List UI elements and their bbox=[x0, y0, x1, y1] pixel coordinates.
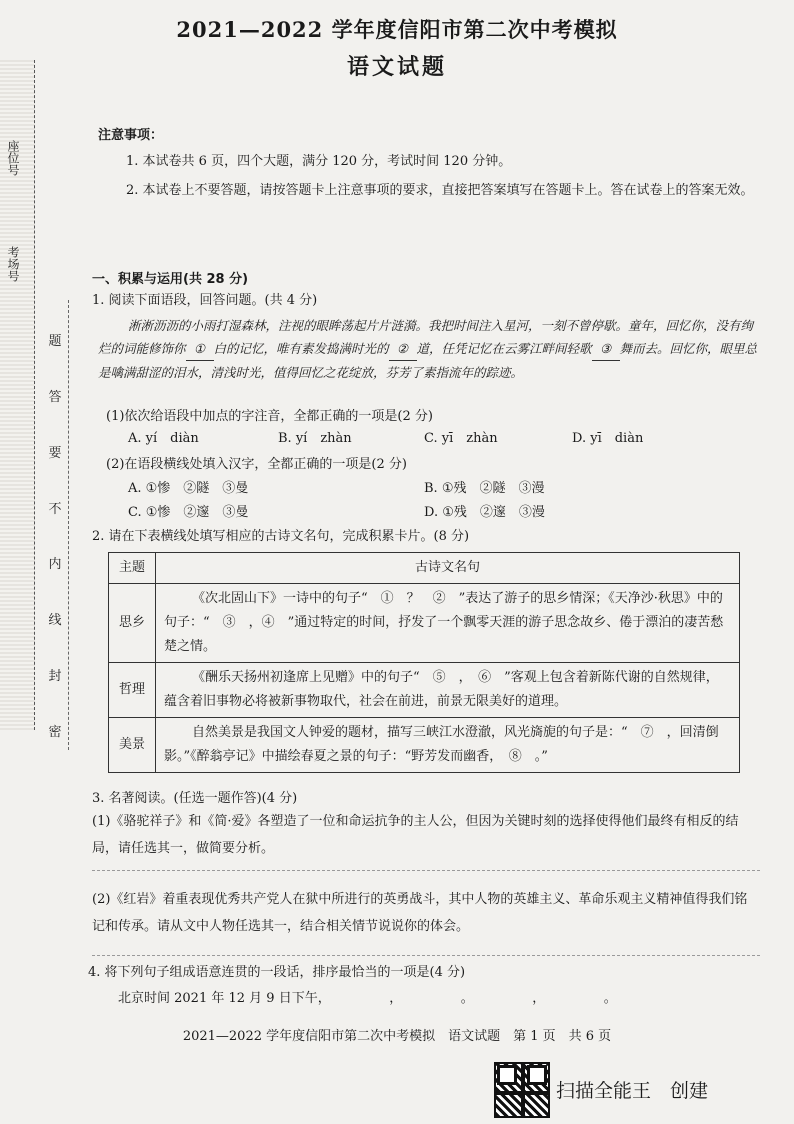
question-4-stem: 4. 将下列句子组成语意连贯的一段话，排序最恰当的一项是(4 分) bbox=[88, 965, 466, 980]
scanner-watermark: 扫描全能王 创建 bbox=[556, 1080, 709, 1102]
theme-cell: 思乡 bbox=[109, 584, 156, 663]
theme-cell: 哲理 bbox=[109, 663, 156, 718]
binding-strip bbox=[0, 60, 35, 730]
option-c: C. yī zhàn bbox=[424, 431, 498, 446]
section-heading: 一、积累与运用(共 28 分) bbox=[92, 272, 249, 287]
seal-line bbox=[68, 300, 69, 750]
blank-2: ② bbox=[389, 337, 417, 361]
question-3-part-2: (2)《红岩》着重表现优秀共产党人在狱中所进行的英勇战斗，其中人物的英雄主义、革命乐观主义精神值得我们铭记和传承。请从文中人物任选其一，结合相关情节说说你的体会。 bbox=[92, 892, 748, 934]
note-item: 2. 本试卷上不要答题，请按答题卡上注意事项的要求，直接把答案填写在答题卡上。答在试卷上的答案无效。 bbox=[126, 183, 754, 198]
notes-heading: 注意事项： bbox=[98, 128, 164, 143]
exam-title: 2021—2022 学年度信阳市第二次中考模拟 bbox=[176, 17, 618, 42]
question-1-sub-2: (2)在语段横线处填入汉字，全都正确的一项是(2 分) bbox=[106, 457, 407, 472]
table-row bbox=[109, 584, 740, 663]
question-4-line: 北京时间 2021 年 12 月 9 日下午， ， 。 ， 。 bbox=[118, 991, 617, 1006]
table-header-row bbox=[109, 553, 740, 584]
seal-char: 答 bbox=[48, 389, 62, 405]
passage-text: 舞而去。回忆你，眼里总是噙满甜涩的泪水，清浅时光，值得回忆之花绽放，芬芳了素指流年的踪迹。 bbox=[98, 341, 758, 380]
blank-1: ① bbox=[186, 337, 214, 361]
page-footer: 2021—2022 学年度信阳市第二次中考模拟 语文试题 第 1 页 共 6 页 bbox=[182, 1029, 612, 1044]
option-a: A. yí diàn bbox=[128, 431, 199, 446]
passage-text: 道，任凭记忆在云雾江畔间轻歌 bbox=[416, 341, 592, 356]
table-row bbox=[109, 663, 740, 718]
question-1-passage bbox=[98, 314, 758, 384]
option-d: D. yī diàn bbox=[572, 431, 644, 446]
option-b: B. ①残 ②隧 ③漫 bbox=[424, 481, 545, 496]
table-row bbox=[109, 718, 740, 773]
seal-char: 内 bbox=[48, 557, 62, 573]
answer-line bbox=[92, 955, 760, 956]
content-cell: 《酬乐天扬州初逢席上见赠》中的句子“ ⑤ ， ⑥ ”客观上包含着新陈代谢的自然规律，蕴含着旧事物必将被新事物取代，社会在前进，前景无限美好的道理。 bbox=[156, 663, 740, 718]
passage-text: 淅淅沥沥的小雨打湿森林，注视的眼眸荡起片片涟漪。我把时间注入星河，一刻不曾停歇。童年，回忆你，没有绚烂的词能修饰你 bbox=[98, 318, 754, 356]
option-a: A. ①惨 ②隧 ③曼 bbox=[128, 481, 249, 496]
seal-char: 密 bbox=[48, 724, 62, 740]
exam-room-label: 考场号 bbox=[6, 246, 20, 282]
content-cell: 自然美景是我国文人钟爱的题材，描写三峡江水澄澈，风光旖旎的句子是：“ ⑦ ，回清倒影。”《醉翁亭记》中描绘春夏之景的句子：“野芳发而幽香， ⑧ 。” bbox=[156, 718, 740, 773]
question-3-stem: 3. 名著阅读。(任选一题作答)(4 分) bbox=[92, 791, 298, 806]
option-c: C. ①惨 ②邃 ③曼 bbox=[128, 505, 249, 520]
question-1-sub-1: (1)依次给语段中加点的字注音，全都正确的一项是(2 分) bbox=[106, 409, 433, 424]
content-cell: 《次北固山下》一诗中的句子“ ① ？ ② ”表达了游子的思乡情深；《天净沙·秋思》中的句子：“ ③ ，④ ”通过特定的时间，抒发了一个飘零天涯的游子思念故乡、倦于漂泊的凄苦愁楚之情。 bbox=[156, 584, 740, 663]
seal-char: 线 bbox=[48, 613, 62, 629]
blank-3: ③ bbox=[592, 337, 620, 361]
passage-text: 白的记忆，唯有素发捣满时光的 bbox=[213, 341, 389, 356]
table-header-lines: 古诗文名句 bbox=[156, 553, 740, 584]
option-b: B. yí zhàn bbox=[278, 431, 352, 446]
option-d: D. ①残 ②邃 ③漫 bbox=[424, 505, 545, 520]
theme-cell: 美景 bbox=[109, 718, 156, 773]
table-header-theme: 主题 bbox=[109, 553, 156, 584]
seal-char: 题 bbox=[48, 334, 62, 349]
question-3-part-1: (1)《骆驼祥子》和《简·爱》各塑造了一位和命运抗争的主人公，但因为关键时刻的选择使得他们最终有相反的结局，请任选其一，做简要分析。 bbox=[92, 814, 739, 856]
seal-char: 要 bbox=[48, 445, 62, 461]
exam-subtitle: 语文试题 bbox=[346, 54, 447, 80]
answer-line bbox=[92, 870, 760, 871]
qr-code-icon bbox=[494, 1062, 550, 1118]
seal-char: 不 bbox=[48, 501, 62, 517]
seal-char: 封 bbox=[48, 669, 62, 685]
binding-labels bbox=[6, 140, 26, 282]
seat-number-label: 座位号 bbox=[6, 140, 20, 176]
question-1-stem: 1. 阅读下面语段，回答问题。(共 4 分) bbox=[92, 293, 318, 308]
note-item: 1. 本试卷共 6 页，四个大题，满分 120 分，考试时间 120 分钟。 bbox=[126, 154, 512, 169]
seal-warning bbox=[46, 330, 64, 740]
question-2-stem: 2. 请在下表横线处填写相应的古诗文名句，完成积累卡片。(8 分) bbox=[92, 529, 470, 544]
poem-table bbox=[108, 552, 740, 773]
